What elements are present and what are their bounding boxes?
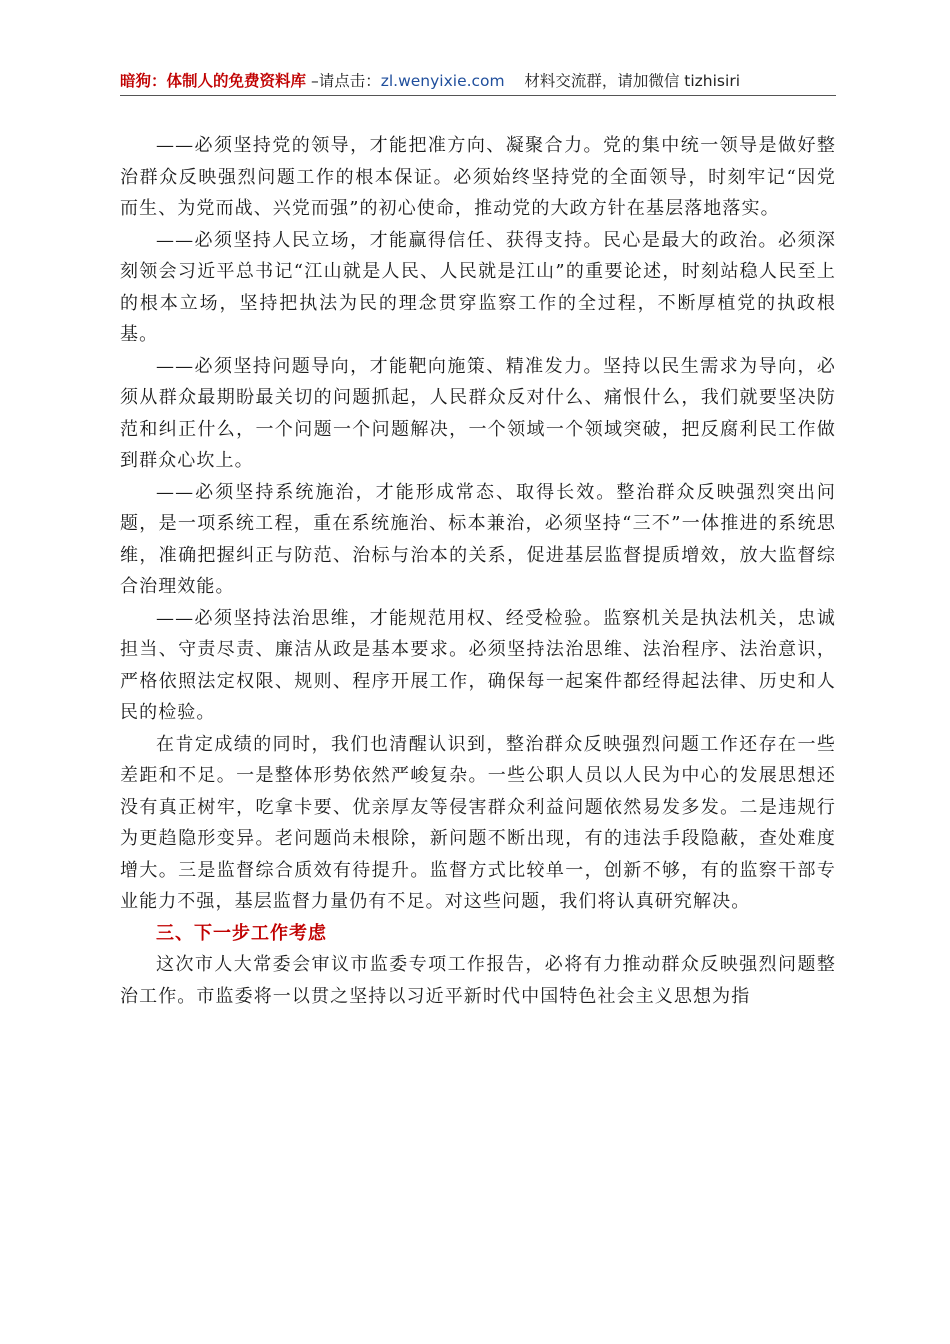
site-name: 暗狗：体制人的免费资料库 (120, 72, 307, 90)
header-divider (120, 95, 836, 96)
paragraph-rule-of-law: ——必须坚持法治思维，才能规范用权、经受检验。监察机关是执法机关，忠诚担当、守责尽责、廉洁从政是基本要求。必须坚持法治思维、法治程序、法治意识，严格依照法定权限、规则、程序开展工作，确保每一起案件都经得起法律、历史和人民的检验。 (120, 607, 836, 723)
paragraph-systematic-governance: ——必须坚持系统施治，才能形成常态、取得长效。整治群众反映强烈突出问题，是一项系统工程，重在系统施治、标本兼治，必须坚持“三不”一体推进的系统思维，准确把握纠正与防范、治标与治本的关系，促进基层监督提质增效，放大监督综合治理效能。 (120, 481, 836, 597)
site-link[interactable]: zl.wenyixie.com (380, 72, 505, 90)
paragraph-next-steps: 这次市人大常委会审议市监委专项工作报告，必将有力推动群众反映强烈问题整治工作。市监委将一以贯之坚持以习近平新时代中国特色社会主义思想为指 (120, 954, 836, 1007)
wechat-note: 材料交流群，请加微信 tizhisiri (524, 72, 740, 90)
click-prompt: –请点击： (306, 72, 381, 90)
page-header (120, 70, 836, 92)
paragraph-shortcomings: 在肯定成绩的同时，我们也清醒认识到，整治群众反映强烈问题工作还存在一些差距和不足。一是整体形势依然严峻复杂。一些公职人员以人民为中心的发展思想还没有真正树牢，吃拿卡要、优亲厚友等侵害群众利益问题依然易发多发。二是违规行为更趋隐形变异。老问题尚未根除，新问题不断出现，有的违法手段隐蔽，查处难度增大。三是监督综合质效有待提升。监督方式比较单一，创新不够，有的监察干部专业能力不强，基层监督力量仍有不足。对这些问题，我们将认真研究解决。 (120, 733, 836, 912)
paragraph-people-stance: ——必须坚持人民立场，才能赢得信任、获得支持。民心是最大的政治。必须深刻领会习近平总书记“江山就是人民、人民就是江山”的重要论述，时刻站稳人民至上的根本立场，坚持把执法为民的理念贯穿监察工作的全过程，不断厚植党的执政根基。 (120, 229, 836, 345)
document-body (120, 130, 836, 1012)
paragraph-problem-orientation: ——必须坚持问题导向，才能靶向施策、精准发力。坚持以民生需求为导向，必须从群众最期盼最关切的问题抓起，人民群众反对什么、痛恨什么，我们就要坚决防范和纠正什么，一个问题一个问题解决，一个领域一个领域突破，把反腐利民工作做到群众心坎上。 (120, 355, 836, 471)
paragraph-party-leadership: ——必须坚持党的领导，才能把准方向、凝聚合力。党的集中统一领导是做好整治群众反映强烈问题工作的根本保证。必须始终坚持党的全面领导，时刻牢记“因党而生、为党而战、兴党而强”的初心使命，推动党的大政方针在基层落地落实。 (120, 135, 836, 219)
section-heading: 三、下一步工作考虑 (156, 922, 327, 944)
